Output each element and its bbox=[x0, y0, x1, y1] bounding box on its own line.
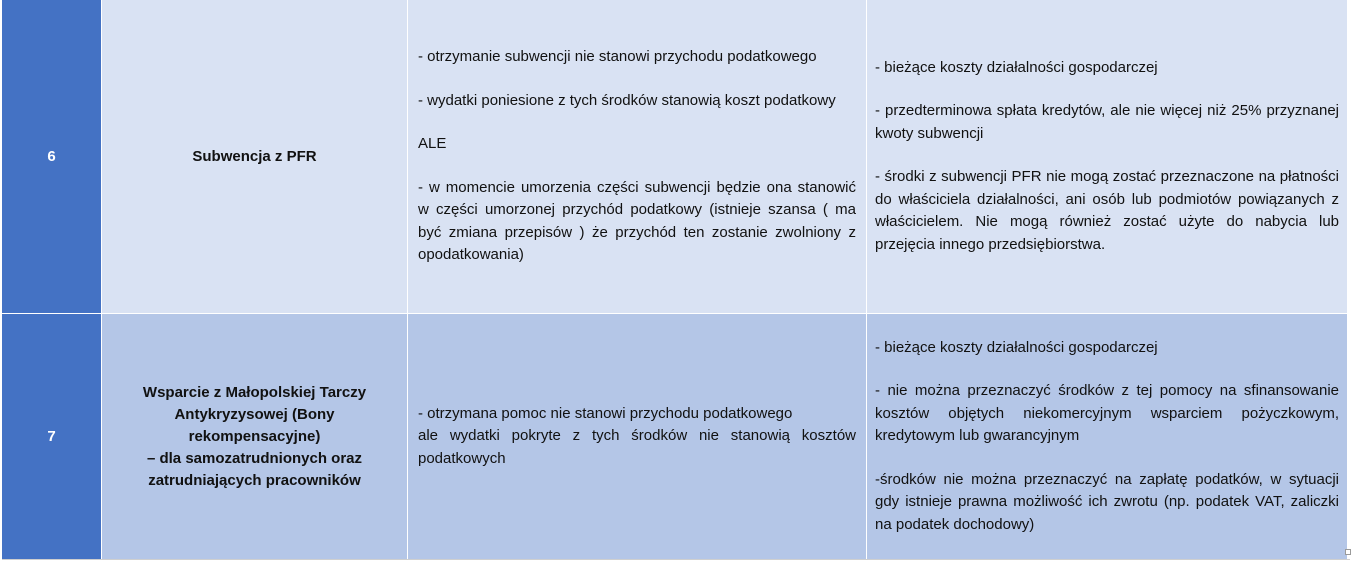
row-number-cell bbox=[2, 0, 102, 313]
support-name-line: – dla samozatrudnionych oraz bbox=[146, 449, 363, 467]
tax-treatment-cell bbox=[408, 0, 867, 313]
tax-paragraph: - otrzymanie subwencji nie stanowi przychodu podatkowego bbox=[418, 48, 817, 66]
usage-paragraph: - nie można przeznaczyć środków z tej pomocy na sfinansowanie kosztów objętych niekomercyjnym wsparciem pożyczkowym, kredytowym lub gwarancyjnym bbox=[875, 382, 1339, 445]
support-name-line: zatrudniających pracowników bbox=[148, 471, 361, 489]
allowed-usage-cell bbox=[867, 314, 1347, 559]
support-name-line: rekompensacyjne) bbox=[188, 427, 321, 445]
usage-paragraph: - przedterminowa spłata kredytów, ale nie więcej niż 25% przyznanej kwoty subwencji bbox=[875, 102, 1339, 142]
row-number-cell bbox=[2, 314, 102, 559]
usage-paragraph: - bieżące koszty działalności gospodarczej bbox=[875, 58, 1158, 76]
tax-paragraph: - wydatki poniesione z tych środków stanowią koszt podatkowy bbox=[418, 91, 836, 109]
support-name: Subwencja z PFR bbox=[192, 147, 317, 165]
tax-line: - otrzymana pomoc nie stanowi przychodu podatkowego bbox=[418, 404, 793, 422]
support-name-line: Wsparcie z Małopolskiej Tarczy bbox=[142, 383, 367, 401]
table-bottom-border bbox=[2, 559, 1350, 560]
support-name-cell bbox=[102, 0, 408, 313]
table-row-6 bbox=[2, 0, 1347, 313]
tax-paragraph: ALE bbox=[418, 135, 447, 153]
support-name-line: Antykryzysowej (Bony bbox=[174, 405, 335, 423]
usage-paragraph: - bieżące koszty działalności gospodarczej bbox=[875, 338, 1158, 356]
tax-paragraph: - w momencie umorzenia części subwencji będzie ona stanowić w części umorzonej przychód podatkowy (istnieje szansa ( ma być zmiana przepisów ) że przychód ten zostanie zwolniony z opodatkowania) bbox=[418, 178, 856, 264]
support-name-cell bbox=[102, 314, 408, 559]
table-resize-handle[interactable] bbox=[1345, 549, 1351, 555]
row-number: 6 bbox=[47, 148, 56, 165]
allowed-usage-cell bbox=[867, 0, 1347, 313]
row-number: 7 bbox=[47, 428, 56, 445]
usage-paragraph: -środków nie można przeznaczyć na zapłatę podatków, w sytuacji gdy istnieje prawna możliwość ich zwrotu (np. podatek VAT, zaliczki na podatek dochodowy) bbox=[875, 470, 1339, 533]
support-name bbox=[143, 382, 366, 492]
tax-line: ale wydatki pokryte z tych środków nie stanowią kosztów podatkowych bbox=[418, 427, 856, 467]
table-row-7 bbox=[2, 314, 1347, 559]
usage-paragraph: - środki z subwencji PFR nie mogą zostać przeznaczone na płatności do właściciela działalności, ani osób lub podmiotów powiązanych z właścicielem. Nie mogą również zostać użyte do nabycia lub przejęcia innego przedsiębiorstwa. bbox=[875, 168, 1339, 253]
support-table bbox=[2, 0, 1347, 560]
tax-treatment-cell bbox=[408, 314, 867, 559]
